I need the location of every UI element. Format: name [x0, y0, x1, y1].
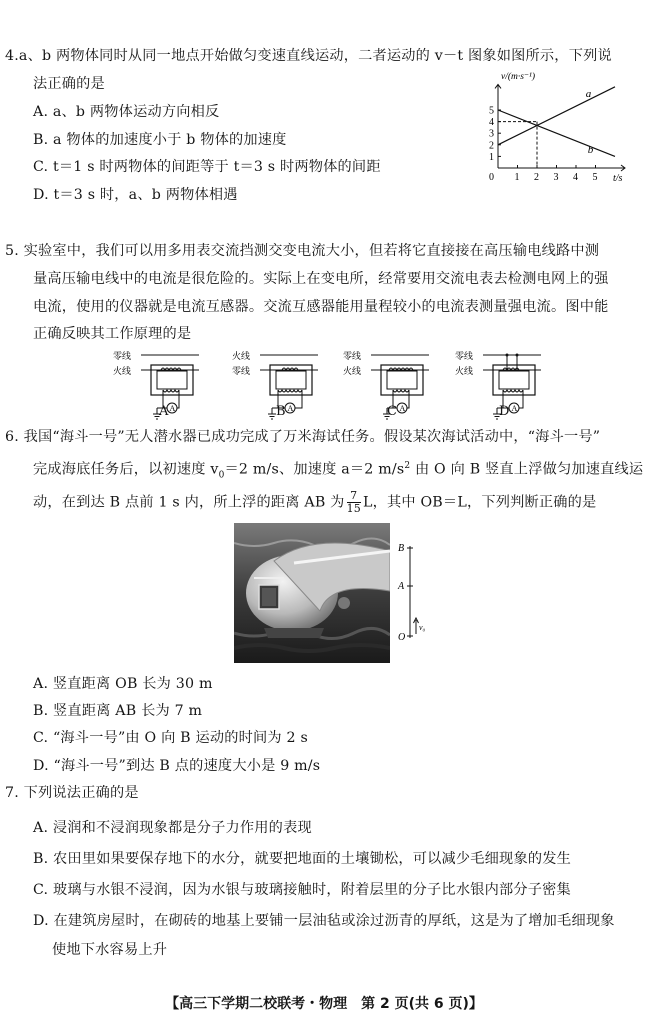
x-tick-label: 2: [534, 172, 539, 183]
q4-option-d: D. t＝3 s 时，a、b 两物体相遇: [33, 187, 238, 203]
series-b-line: [498, 110, 615, 156]
x-tick-label: 4: [573, 172, 578, 183]
diagram-c-caption: C: [387, 404, 398, 419]
q6-line2-part2: ＝2 m/s、加速度 a＝2 m/s: [224, 461, 405, 478]
q7-option-c: C. 玻璃与水银不浸润，因为水银与玻璃接触时，附着层里的分子比水银内部分子密集: [33, 882, 571, 898]
diagram-a-meter: A: [169, 404, 176, 413]
y-tick-label: 1: [489, 151, 494, 163]
y-tick-label: 2: [489, 140, 494, 152]
q5-stem-line2: 量高压输电线中的电流是很危险的。实际上在变电所，经常要用交流电表去检测电网上的强: [33, 271, 609, 287]
q6-option-c: C. “海斗一号”由 O 向 B 运动的时间为 2 s: [33, 730, 308, 746]
page-footer: 【高三下学期二校联考・物理 第 2 页(共 6 页)】: [165, 996, 483, 1012]
q6-line2-part1: 完成海底任务后，以初速度 v: [33, 461, 219, 478]
q6-v0-subscript: 0: [218, 470, 225, 481]
oab-label-a: A: [398, 581, 405, 592]
series-b-label: b: [587, 143, 594, 156]
q4-stem-line2: 法正确的是: [33, 76, 105, 92]
q7-option-d: D. 在建筑房屋时，在砌砖的地基上要铺一层油毡或涂过沥青的厚纸，这是为了增加毛细现象: [33, 913, 615, 929]
x-axis-label: t/s: [613, 173, 623, 184]
diagram-b-top-label: 火线: [232, 351, 251, 361]
series-a-line: [498, 87, 615, 145]
q6-stem-line3: [33, 490, 596, 515]
q6-option-a: A. 竖直距离 OB 长为 30 m: [33, 676, 213, 692]
diagram-a-caption: A: [159, 404, 169, 419]
q6-oab-diagram: [396, 538, 442, 648]
q6-stem-line1: 6. 我国“海斗一号”无人潜水器已成功完成了万米海试任务。假设某次海试活动中，“海斗一号”: [5, 429, 601, 445]
y-tick-label: 3: [489, 128, 494, 140]
x-tick-label: 0: [489, 172, 494, 183]
x-tick-label: 3: [553, 172, 559, 183]
oab-label-b: B: [398, 543, 405, 554]
q6-option-b: B. 竖直距离 AB 长为 7 m: [33, 703, 203, 719]
q6-line3-part1: 动，在到达 B 点前 1 s 内，所上浮的距离 AB 为: [33, 494, 345, 511]
diagram-d-caption: D: [499, 404, 510, 419]
diagram-d-meter: A: [511, 404, 518, 413]
q6-line2-part3: 由 O 向 B 竖直上浮做匀加速直线运: [410, 461, 644, 478]
series-a-label: a: [585, 88, 592, 101]
x-tick-label: 5: [592, 172, 598, 183]
x-tick-label: 1: [514, 172, 520, 183]
q4-stem-line1: 4.a、b 两物体同时从同一地点开始做匀变速直线运动，二者运动的 v－t 图象如图所示，下列说: [5, 48, 612, 64]
diagram-a-top-label: 零线: [113, 351, 132, 361]
q6-fraction-numerator: 7: [347, 490, 361, 503]
diagram-b-meter: A: [287, 404, 294, 413]
q6-fraction: [347, 490, 361, 515]
y-axis-label: v/(m·s⁻¹): [501, 72, 535, 82]
diagram-d-bottom-label: 火线: [455, 366, 474, 376]
submersible-photo: [234, 523, 390, 663]
diagram-b-bottom-label: 零线: [232, 366, 251, 376]
q4-option-c: C. t＝1 s 时两物体的间距等于 t＝3 s 时两物体的间距: [33, 159, 381, 175]
q6-line3-part2: L，其中 OB＝L，下列判断正确的是: [362, 494, 597, 511]
q7-option-a: A. 浸润和不浸润现象都是分子力作用的表现: [33, 820, 312, 836]
q6-accel-superscript: 2: [404, 461, 411, 471]
q7-stem: 7. 下列说法正确的是: [5, 785, 139, 801]
q5-stem-line4: 正确反映其工作原理的是: [33, 326, 192, 342]
diagram-a-bottom-label: 火线: [113, 366, 132, 376]
diagram-b-caption: B: [276, 404, 286, 419]
q6-option-d: D. “海斗一号”到达 B 点的速度大小是 9 m/s: [33, 758, 321, 774]
y-tick-label: 4: [489, 117, 494, 129]
y-tick-label: 5: [489, 105, 494, 117]
q7-option-b: B. 农田里如果要保存地下的水分，就要把地面的土壤锄松，可以减少毛细现象的发生: [33, 851, 571, 867]
diagram-d-top-label: 零线: [455, 351, 474, 361]
q4-option-a: A. a、b 两物体运动方向相反: [33, 104, 220, 120]
q5-stem-line3: 电流，使用的仪器就是电流互感器。交流互感器能用量程较小的电流表测量强电流。图中能: [33, 299, 609, 315]
diagram-c-meter: A: [399, 404, 406, 413]
oab-label-o: O: [398, 632, 406, 643]
diagram-c-bottom-label: 火线: [343, 366, 362, 376]
q6-fraction-denominator: 15: [346, 502, 361, 515]
q7-option-d-continuation: 使地下水容易上升: [52, 942, 168, 958]
q6-stem-line2: [33, 457, 643, 485]
q5-stem-line1: 5. 实验室中，我们可以用多用表交流挡测交变电流大小，但若将它直接接在高压输电线路中测: [5, 243, 600, 259]
oab-label-v0: v₀: [419, 623, 426, 632]
q4-option-b: B. a 物体的加速度小于 b 物体的加速度: [33, 132, 287, 148]
diagram-c-top-label: 零线: [343, 351, 362, 361]
q4-vt-chart: [470, 70, 642, 188]
